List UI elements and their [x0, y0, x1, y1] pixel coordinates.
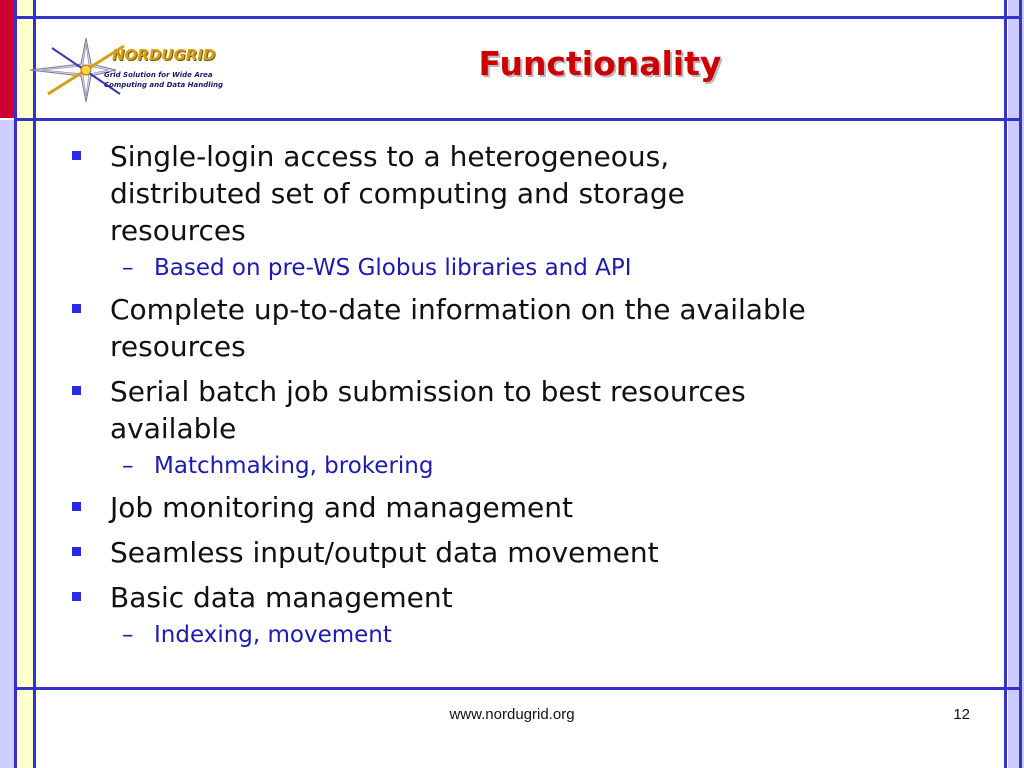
- bullet-item: [72, 534, 982, 571]
- bullet-line: distributed set of computing and storage: [110, 177, 685, 210]
- bullet-line: Single-login access to a heterogeneous,: [110, 140, 670, 173]
- left-yellow-stripe: [14, 0, 34, 768]
- sub-bullet-text: Indexing, movement: [154, 622, 392, 648]
- sub-bullet-text: Based on pre-WS Globus libraries and API: [154, 255, 632, 281]
- bullet-line: Seamless input/output data movement: [110, 536, 659, 569]
- sub-bullet-text: Matchmaking, brokering: [154, 453, 434, 479]
- bullet-line: resources: [110, 330, 246, 363]
- sub-bullet-dash: –: [122, 622, 134, 648]
- sub-bullet-dash: –: [122, 255, 134, 281]
- sub-bullet-item: [72, 253, 982, 283]
- bullet-item: [72, 489, 982, 526]
- bullet-line: Job monitoring and management: [110, 491, 573, 524]
- bullet-item: [72, 291, 982, 365]
- sub-bullet-dash: –: [122, 453, 134, 479]
- logo-tagline-line2: Computing and Data Handling: [104, 81, 223, 89]
- sub-bullet-item: [72, 451, 982, 481]
- bullet-item: [72, 373, 982, 447]
- bullet-square-icon: [72, 304, 81, 313]
- sub-bullet-item: [72, 620, 982, 650]
- left-red-stripe: [0, 0, 14, 118]
- bullet-square-icon: [72, 592, 81, 601]
- bullet-line: Basic data management: [110, 581, 453, 614]
- bullet-square-icon: [72, 502, 81, 511]
- bullet-item: [72, 138, 982, 249]
- left-lavender-stripe: [0, 120, 14, 768]
- frame-line: [33, 0, 36, 768]
- bullet-list: [72, 138, 982, 650]
- frame-line: [14, 0, 17, 768]
- logo-tagline-line1: Grid Solution for Wide Area: [104, 71, 213, 79]
- frame-line: [1019, 0, 1022, 768]
- bullet-item: [72, 579, 982, 616]
- bullet-line: Serial batch job submission to best resources: [110, 375, 746, 408]
- page-number: 12: [953, 706, 970, 723]
- frame-line: [14, 118, 1022, 121]
- nordugrid-logo: [28, 34, 223, 106]
- star-burst-logo-icon: [28, 34, 208, 106]
- bullet-line: Complete up-to-date information on the available: [110, 293, 806, 326]
- bullet-square-icon: [72, 151, 81, 160]
- frame-line: [1004, 0, 1007, 768]
- bullet-line: available: [110, 412, 237, 445]
- bullet-square-icon: [72, 547, 81, 556]
- logo-wordmark: NORDUGRID: [112, 46, 216, 64]
- frame-line: [14, 16, 1022, 19]
- bullet-square-icon: [72, 386, 81, 395]
- bullet-line: resources: [110, 214, 246, 247]
- frame-line: [14, 687, 1022, 690]
- slide-title: Functionality: [478, 44, 722, 83]
- footer-url: www.nordugrid.org: [449, 706, 575, 723]
